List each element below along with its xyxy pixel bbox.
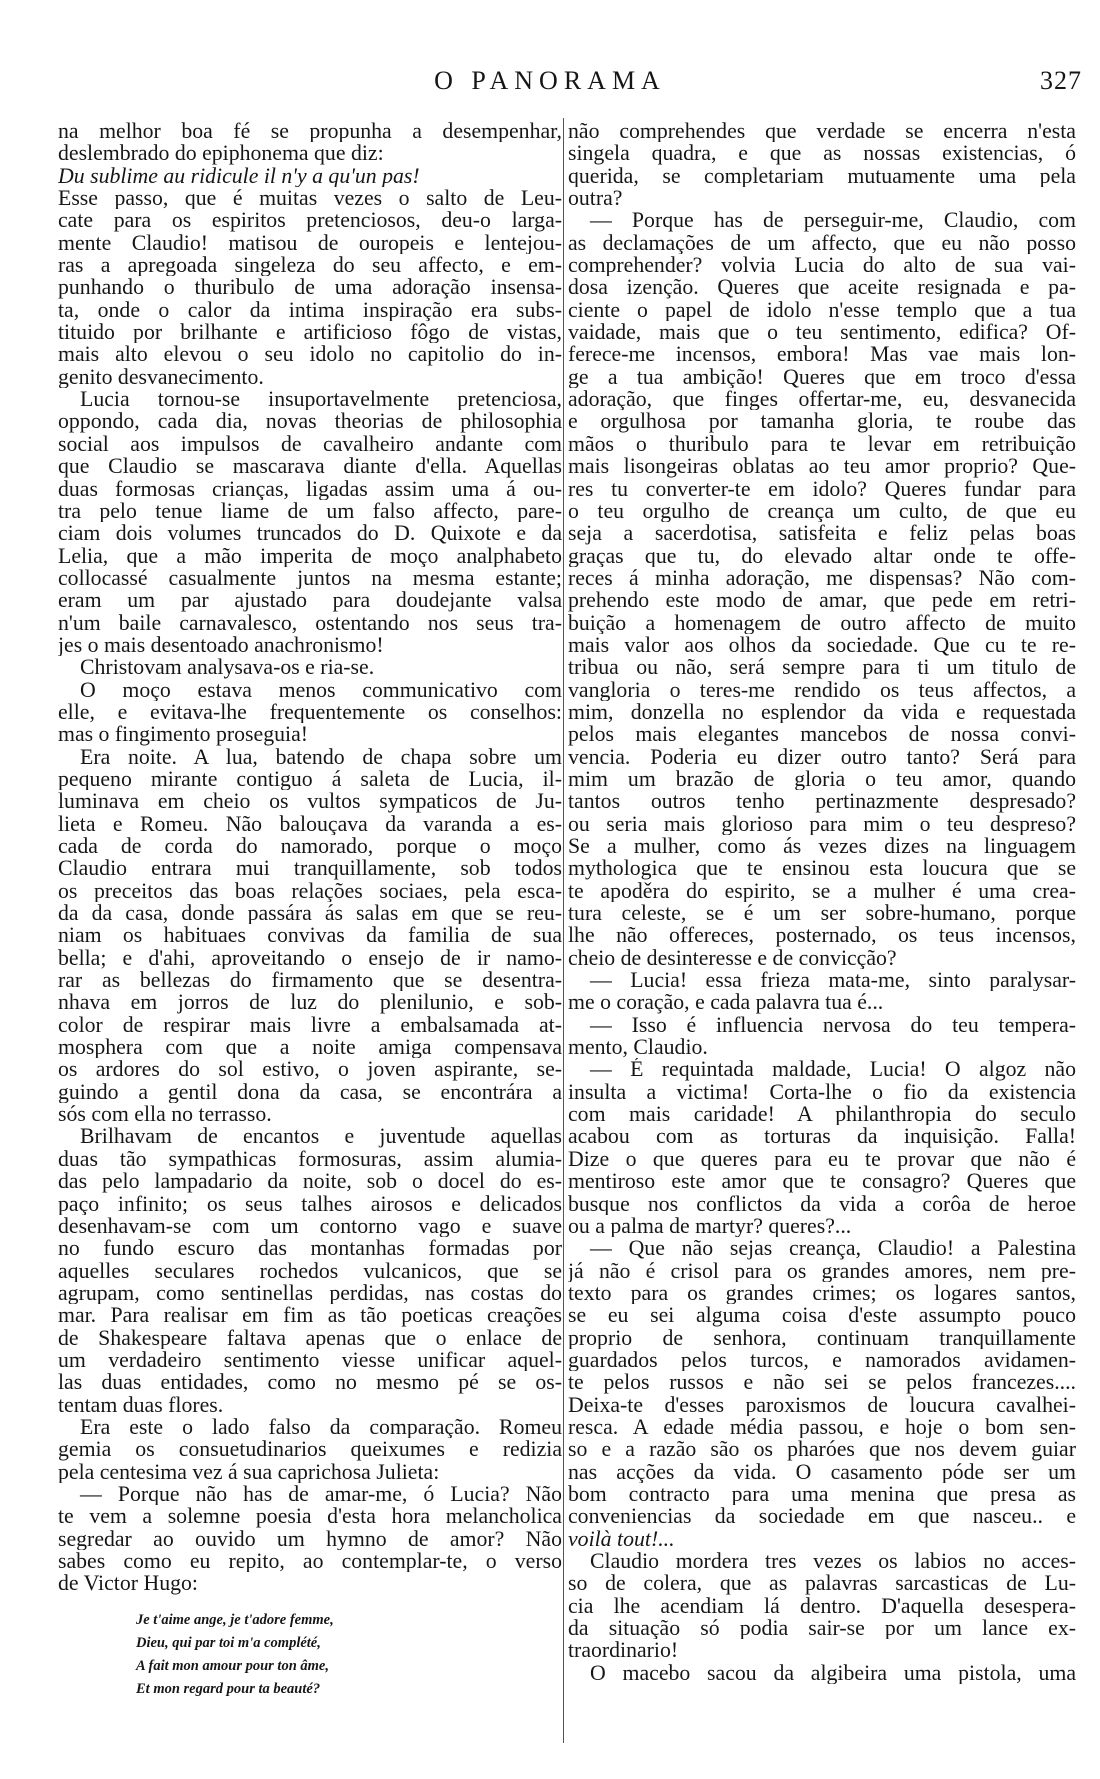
text-line: cada de corda do namorado, porque o moço bbox=[58, 835, 562, 858]
text-line: mar. Para realisar em fim as tão poeticas creações bbox=[58, 1304, 562, 1327]
text-line: O macebo sacou da algibeira uma pistola, uma bbox=[590, 1661, 1076, 1685]
text-line: Era este o lado falso da comparação. Romeu bbox=[80, 1415, 562, 1439]
text-line: deslembrado do epiphonema que diz: bbox=[58, 142, 384, 165]
text-line: Esse passo, que é muitas vezes o salto de Leu- bbox=[58, 187, 562, 210]
right-column bbox=[568, 120, 1076, 1684]
text-line: vangloria o teres-me rendido os teus affectos, a bbox=[568, 678, 1076, 701]
text-line: Du sublime au ridicule il n'y a qu'un pas! bbox=[58, 164, 420, 188]
text-line: luminava em cheio os vultos sympaticos de Ju- bbox=[58, 790, 562, 813]
text-line: mais alto elevou o seu idolo no capitolio do in- bbox=[58, 343, 562, 366]
left-column bbox=[58, 120, 562, 1701]
text-line: Dize o que queres para eu te provar que não é bbox=[568, 1147, 1076, 1171]
verse-line: Et mon regard pour ta beauté? bbox=[136, 1680, 321, 1697]
text-line: aquelles seculares rochedos vulcanicos, que se bbox=[58, 1259, 562, 1282]
text-line: nhava em jorros de luz do plenilunio, e sob- bbox=[58, 991, 562, 1014]
text-line: Christovam analysava-os e ria-se. bbox=[80, 656, 375, 679]
text-line: no fundo escuro das montanhas formadas por bbox=[58, 1237, 562, 1260]
text-line: tra pelo tenue liame de um falso affecto, pare- bbox=[58, 499, 562, 523]
text-line: ciente o papel de idolo n'esse templo que a tua bbox=[568, 298, 1076, 322]
text-line: mento, Claudio. bbox=[568, 1036, 708, 1059]
text-line: da da casa, donde passára ás salas em que se reu- bbox=[58, 902, 562, 925]
text-line: de Shakespeare faltava apenas que o enlace de bbox=[58, 1326, 562, 1349]
text-line: pequeno mirante contiguo á saleta de Lucia, il- bbox=[58, 767, 562, 791]
periodical-title: O PANORAMA bbox=[434, 66, 666, 95]
text-line: genito desvanecimento. bbox=[58, 365, 264, 389]
text-line: rar as bellezas do firmamento que se desentra- bbox=[58, 969, 562, 992]
text-line: — Porque não has de amar-me, ó Lucia? Não bbox=[80, 1482, 562, 1506]
text-line: eram um par ajustado para doudejante valsa bbox=[58, 589, 562, 612]
text-line: ras a apregoada singeleza do seu affecto, e em- bbox=[58, 254, 562, 277]
text-line: sabes como eu repito, ao contemplar-te, o verso bbox=[58, 1550, 562, 1573]
text-line: — Que não sejas creança, Claudio! a Palestina bbox=[590, 1237, 1076, 1260]
text-line: tantos outros tenho pertinazmente despresado? bbox=[568, 790, 1076, 813]
text-line: ou a palma de martyr? queres?... bbox=[568, 1214, 852, 1238]
text-line: gemia os consuetudinarios queixumes e redizia bbox=[58, 1438, 562, 1461]
text-line: mais lisongeiras oblatas ao teu amor proprio? Que- bbox=[568, 455, 1076, 478]
text-line: n'um baile carnavalesco, ostentando nos seus tra- bbox=[58, 611, 562, 634]
text-line: nas acções da vida. O casamento póde ser um bbox=[568, 1460, 1076, 1483]
text-line: o teu orgulho de creança um culto, de que eu bbox=[568, 499, 1076, 523]
text-line: outra? bbox=[568, 187, 623, 210]
text-line: mentiroso este amor que te consagro? Queres que bbox=[568, 1170, 1076, 1193]
text-line: so e a razão são os pharóes que nos devem guiar bbox=[568, 1438, 1076, 1461]
text-line: mãos o thuribulo para te levar em retribuição bbox=[568, 432, 1076, 456]
text-line: tentam duas flores. bbox=[58, 1393, 224, 1416]
text-line: mente Claudio! matisou de ouropeis e lentejou- bbox=[58, 231, 562, 255]
text-line: agrupam, como sentinellas perdidas, nas costas do bbox=[58, 1281, 562, 1305]
text-line: traordinario! bbox=[568, 1639, 679, 1662]
text-line: voilà tout!... bbox=[568, 1527, 675, 1550]
text-line: ou seria mais glorioso para mim o teu despreso? bbox=[568, 812, 1076, 835]
text-line: tura celeste, se é um ser sobre-humano, porque bbox=[568, 902, 1076, 925]
text-line: me o coração, e cada palavra tua é... bbox=[568, 991, 884, 1014]
text-line: um verdadeiro sentimento viesse unificar aquel- bbox=[58, 1348, 562, 1372]
text-line: adoração, que finges offertar-me, eu, desvanecida bbox=[568, 388, 1076, 411]
text-line: O moço estava menos communicativo com bbox=[80, 678, 562, 701]
text-line: collocassé casualmente juntos na mesma estante; bbox=[58, 566, 562, 590]
text-line: Era noite. A lua, batendo de chapa sobre um bbox=[80, 745, 562, 768]
text-line: mythologica que te ensinou esta loucura que se bbox=[568, 857, 1076, 880]
text-line: dosa izenção. Queres que aceite resignada e pa- bbox=[568, 276, 1076, 299]
text-line: Deixa-te d'esses paroxismos de loucura cavalhei- bbox=[568, 1393, 1076, 1416]
running-head bbox=[0, 66, 1100, 96]
text-line: de Victor Hugo: bbox=[58, 1572, 198, 1595]
text-line: resca. A edade média passou, e hoje o bom sen- bbox=[568, 1415, 1076, 1439]
text-line: elle, e evitava-lhe frequentemente os conselhos: bbox=[58, 700, 562, 724]
text-line: querida, se completariam mutuamente uma pela bbox=[568, 164, 1076, 188]
text-line: ge a tua ambição! Queres que em troco d'essa bbox=[568, 365, 1076, 389]
text-line: Claudio mordera tres vezes os labios no acces- bbox=[590, 1550, 1076, 1573]
text-line: reces á minha adoração, me dispensas? Não com- bbox=[568, 566, 1076, 590]
text-line: bom contracto para uma menina que presa as bbox=[568, 1482, 1076, 1506]
quoted-verse bbox=[136, 1609, 562, 1701]
text-line: vencia. Poderia eu dizer outro tanto? Será para bbox=[568, 745, 1076, 768]
text-line: pelos mais elegantes mancebos de nossa convi- bbox=[568, 723, 1076, 746]
text-line: desenhavam-se com um contorno vago e suave bbox=[58, 1214, 562, 1238]
text-line: insulta a victima! Corta-lhe o fio da existencia bbox=[568, 1080, 1076, 1104]
text-line: sós com ella no terrasso. bbox=[58, 1103, 272, 1126]
text-line: Lelia, que a mão imperita de moço analphabeto bbox=[58, 544, 562, 567]
text-line: conveniencias da sociedade em que nasceu.. e bbox=[568, 1505, 1076, 1528]
text-line: bella; e d'ahi, aproveitando o ensejo de ir namo- bbox=[58, 946, 562, 970]
text-line: Brilhavam de encantos e juventude aquellas bbox=[80, 1125, 562, 1148]
text-line: acabou com as torturas da inquisição. Falla! bbox=[568, 1125, 1076, 1148]
text-line: singela quadra, e que as nossas existencias, ó bbox=[568, 142, 1076, 165]
text-line: ferece-me incensos, embora! Mas vae mais lon- bbox=[568, 343, 1076, 366]
text-line: niam os habituaes convivas da familia de sua bbox=[58, 924, 562, 947]
text-line: graças que tu, do elevado altar onde te offe- bbox=[568, 544, 1076, 567]
text-line: e orgulhosa por tamanha gloria, te roube das bbox=[568, 410, 1076, 433]
text-line: tribua ou não, será sempre para ti um titulo de bbox=[568, 656, 1076, 679]
text-line: te pelos russos e não sei se pelos francezes.... bbox=[568, 1371, 1076, 1394]
text-line: cheio de desinteresse e de convicção? bbox=[568, 946, 897, 970]
text-line: — É requintada maldade, Lucia! O algoz não bbox=[590, 1058, 1076, 1081]
text-line: mas o fingimento proseguia! bbox=[58, 723, 309, 746]
text-line: das pelo lampadario da noite, sob o docel do es- bbox=[58, 1170, 562, 1193]
text-line: mim um brazão de gloria o teu amor, quando bbox=[568, 767, 1076, 791]
text-line: que Claudio se mascarava diante d'ella. Aquellas bbox=[58, 455, 562, 478]
text-line: da situação só podia sair-se por um lance ex- bbox=[568, 1617, 1076, 1640]
text-line: comprehender? volvia Lucia do alto de sua vai- bbox=[568, 254, 1076, 277]
text-line: duas tão sympathicas formosuras, assim alumia- bbox=[58, 1147, 562, 1171]
text-line: guardados pelos turcos, e namorados avidamen- bbox=[568, 1348, 1076, 1372]
text-line: paço infinito; os seus talhes airosos e delicados bbox=[58, 1192, 562, 1215]
text-line: duas formosas crianças, ligadas assim uma á ou- bbox=[58, 477, 562, 500]
text-line: na melhor boa fé se propunha a desempenhar, bbox=[58, 120, 562, 143]
text-line: so de colera, que as palavras sarcasticas de Lu- bbox=[568, 1572, 1076, 1595]
text-line: te apoděra do espirito, se a mulher é uma crea- bbox=[568, 879, 1076, 903]
text-line: social aos impulsos de cavalheiro andante com bbox=[58, 432, 562, 456]
text-line: busque nos conflictos da vida a corôa de heroe bbox=[568, 1192, 1076, 1215]
text-line: já não é crisol para os grandes amores, nem pre- bbox=[568, 1259, 1076, 1282]
text-line: proprio de senhora, continuam tranquillamente bbox=[568, 1326, 1076, 1349]
text-line: os preceitos das boas relações sociaes, pela esca- bbox=[58, 879, 562, 903]
text-line: jes o mais desentoado anachronismo! bbox=[58, 633, 384, 657]
text-line: Claudio entrara mui tranquillamente, sob todos bbox=[58, 857, 562, 880]
text-line: seja a sacerdotisa, satisfeita e feliz pelas boas bbox=[568, 522, 1076, 545]
text-line: não comprehendes que verdade se encerra n'esta bbox=[568, 120, 1076, 143]
text-line: — Lucia! essa frieza mata-me, sinto paralysar- bbox=[590, 969, 1076, 992]
verse-line: A fait mon amour pour ton âme, bbox=[136, 1657, 329, 1674]
text-line: Lucia tornou-se insuportavelmente pretenciosa, bbox=[80, 388, 562, 411]
text-line: res tu converter-te em idolo? Queres fundar para bbox=[568, 477, 1076, 500]
text-line: Se a mulher, como ás vezes dizes na linguagem bbox=[568, 835, 1076, 858]
text-line: tituido por brilhante e artificioso fôgo de vistas, bbox=[58, 321, 562, 344]
text-line: las duas entidades, como no mesmo pé se os- bbox=[58, 1371, 562, 1394]
text-line: se eu sei alguma coisa d'este assumpto pouco bbox=[568, 1304, 1076, 1327]
page-number: 327 bbox=[1040, 66, 1082, 95]
verse-line: Je t'aime ange, je t'adore femme, bbox=[136, 1611, 334, 1628]
text-line: com mais caridade! A philanthropia do seculo bbox=[568, 1103, 1076, 1126]
column-divider bbox=[563, 118, 564, 1743]
text-line: oppondo, cada dia, novas theorias de philosophia bbox=[58, 410, 562, 433]
text-line: buição a homenagem de outro affecto de muito bbox=[568, 611, 1076, 634]
text-line: vaidade, mais que o teu sentimento, edifica? Of- bbox=[568, 321, 1076, 344]
text-line: prehendo este modo de amar, que pede em retri- bbox=[568, 589, 1076, 612]
text-line: lieta e Romeu. Não balouçava da varanda a es- bbox=[58, 812, 562, 835]
text-line: os ardores do sol estivo, o joven aspirante, se- bbox=[58, 1058, 562, 1081]
text-line: — Isso é influencia nervosa do teu tempera- bbox=[590, 1013, 1076, 1037]
text-line: pela centesima vez á sua caprichosa Julieta: bbox=[58, 1460, 440, 1483]
text-line: ta, onde o calor da intima inspiração era subs- bbox=[58, 298, 562, 322]
verse-line: Dieu, qui par toi m'a complété, bbox=[136, 1634, 321, 1651]
text-line: segredar ao ouvido um hymno de amor? Não bbox=[58, 1527, 562, 1550]
text-line: mais valor aos olhos da sociedade. Que cu te re- bbox=[568, 633, 1076, 657]
text-line: mim, donzella no esplendor da vida e requestada bbox=[568, 700, 1076, 724]
text-line: color de respirar mais livre a embalsamada at- bbox=[58, 1013, 562, 1037]
text-line: ciam dois volumes truncados do D. Quixote e da bbox=[58, 522, 562, 545]
text-line: texto para os grandes crimes; os logares santos, bbox=[568, 1281, 1076, 1305]
text-line: te vem a solemne poesia d'esta hora melancholica bbox=[58, 1505, 562, 1528]
text-line: cia lhe acendiam lá dentro. D'aquella desespera- bbox=[568, 1594, 1076, 1618]
text-line: guindo a gentil dona da casa, se encontrára a bbox=[58, 1080, 562, 1104]
text-line: lhe não offereces, posternado, os teus incensos, bbox=[568, 924, 1076, 947]
text-line: as declamações de um affecto, que eu não posso bbox=[568, 231, 1076, 255]
text-line: cate para os espiritos pretenciosos, deu-o larga- bbox=[58, 209, 562, 232]
text-line: punhando o thuribulo de uma adoração insensa- bbox=[58, 276, 562, 299]
text-line: — Porque has de perseguir-me, Claudio, com bbox=[590, 209, 1076, 232]
text-line: mosphera com que a noite amiga compensava bbox=[58, 1036, 562, 1059]
